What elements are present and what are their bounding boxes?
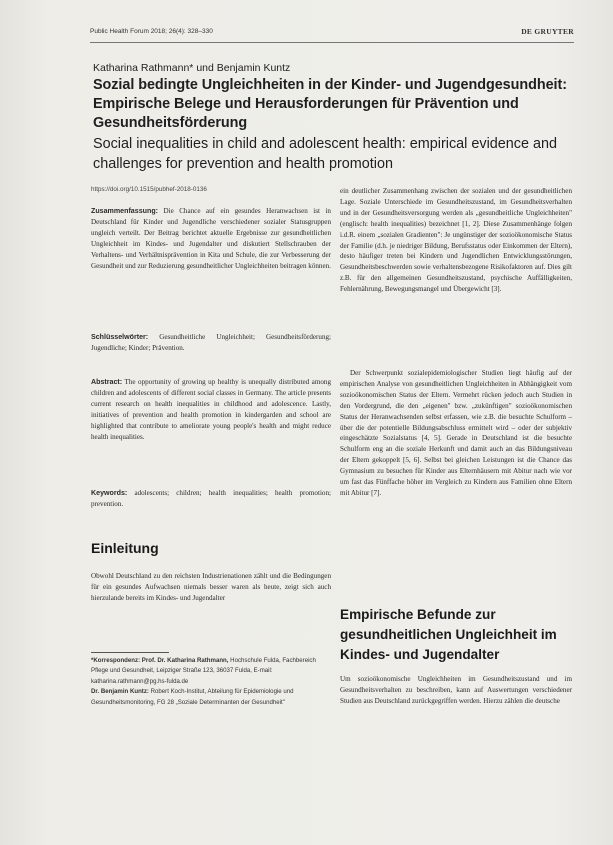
keywords-label: Keywords:: [91, 489, 128, 497]
footnote-rule: [91, 652, 169, 653]
section-heading-empirische-befunde: Empirische Befunde zur gesundheitlichen Ungleichheit im Kindes- und Jugendalter: [340, 607, 557, 662]
zusammenfassung-label: Zusammenfassung:: [91, 207, 159, 215]
second-author-label: Dr. Benjamin Kuntz:: [91, 688, 149, 696]
zusammenfassung-text: Die Chance auf ein gesundes Heranwachsen ist in Deutschland für Kinder und Jugendliche verschiedener sozialer Statusgruppen ungleich verteilt. Der Beitrag berichtet aktuelle Ergebnisse zur gesundheitlichen Ungleichheit im Kindes- und Jugendalter und diskutiert Stellschrauben der Verhaltens- und Verhältnisprävention in Kita und Schule, die zur Verbesserung der Gesundheit und zur Reduzierung gesundheitlicher Ungleichheiten beitragen können.: [91, 207, 331, 270]
doi-link[interactable]: https://doi.org/10.1515/pubhef-2018-0136: [91, 186, 207, 193]
authors: Katharina Rathmann* und Benjamin Kuntz: [93, 62, 291, 74]
publisher-name: DE GRUYTER: [521, 27, 574, 36]
zusammenfassung-block: [91, 206, 331, 271]
schluesselwoerter-label: Schlüsselwörter:: [91, 333, 149, 341]
corresponding-author-text: Hochschule Fulda, Fachbereich Pflege und Gesundheit, Leipziger Straße 123, 36037 Fulda, E-mail: katharina.rathmann@pg.hs-fulda.de: [91, 657, 316, 685]
body-paragraph-2: Der Schwerpunkt sozialepidemiologischer Studien liegt häufig auf der empirischen Analyse von gesundheitlichen Ungleichheiten in Abhängigkeit vom sozioökonomischen Status der Eltern. Vermehrt rücken jedoch auch Studien in den Vordergrund, die den „eigenen" bzw. „zukünftigen" sozioökonomischen Status der Heranwachsenden selbst erfassen, wie z.B. die besuchte Schulform – über die der potentielle Bildungsabschluss ermittelt wird – oder der subjektiv eingeschätzte Sozialstatus [4, 5]. Gerade in Deutschland ist die besuchte Schulform eng an die soziale Herkunft und damit auch an das Bildungsniveau der Eltern gekoppelt [5, 6]. Selbst bei gleichen Leistungen ist die Chance das Gymnasium zu besuchen für Kinder aus Elternhäusern mit Abitur nach wie vor um fast das Fünffache höher im Vergleich zu Kindern aus Familien ohne Eltern mit Abitur [7].: [340, 369, 572, 497]
corresponding-author-label: *Korrespondenz: Prof. Dr. Katharina Rathmann,: [91, 657, 229, 664]
title-german: Sozial bedingte Ungleichheiten in der Kinder- und Jugendgesundheit: Empirische Belege und Herausforderungen für Prävention und Gesundheitsförderung: [93, 77, 567, 131]
abstract-block: [91, 377, 331, 442]
header-rule: [90, 42, 574, 43]
body-paragraph-1: ein deutlicher Zusammenhang zwischen der sozialen und der gesundheitlichen Lage. Soziale Unterschiede im Gesundheitszustand, im Gesundheitsverhalten und in der Gesundheitsversorgung werden als „gesundheitliche Ungleichheiten" (englisch: health inequalities) bezeichnet [1, 2]. Diese Zusammenhänge folgen i.d.R. einem „sozialen Gradienten": Je ungünstiger der sozioökonomische Status der Familie (d.h. je niedriger Bildung, Berufsstatus oder Einkommen der Eltern), desto häufiger treten bei Kindern und Jugendlichen Entwicklungsstörungen, Gesundheitsbeschwerden sowie verhaltensbezogene Risikofaktoren auf. Dies gilt z.B. für den allgemeinen Gesundheitszustand, psychische Auffälligkeiten, Fehlernährung, Bewegungsmangel und Übergewicht [3].: [340, 187, 572, 294]
body-paragraph-3: Um sozioökonomische Ungleichheiten im Gesundheitszustand und im Gesundheitsverhalten zu beschreiben, kann auf Auswertungen verschiedener Studien aus Deutschland zurückgegriffen werden. Hierzu zählen die deutsche: [340, 675, 572, 705]
abstract-text: The opportunity of growing up healthy is unequally distributed among children and adolescents of different social classes in Germany. The article presents current research on health inequalities in childhood and adolescence. Lastly, initiatives of prevention and health promotion in kindergarden and school are highlighted that contribute to ameliorate young people's health and might reduce health inequalities.: [91, 378, 331, 441]
einleitung-text: Obwohl Deutschland zu den reichsten Industrienationen zählt und die Bedingungen für ein gesundes Aufwachsen niemals besser waren als heute, zeigt sich auch hierzulande bereits im Kindes- und Jugendalter: [91, 572, 331, 602]
schluesselwoerter-block: [91, 332, 331, 354]
schluesselwoerter-text: Gesundheitliche Ungleichheit; Gesundheitsförderung; Jugendliche; Kinder; Prävention.: [91, 333, 332, 352]
keywords-block: [91, 488, 331, 510]
second-author-text: Robert Koch-Institut, Abteilung für Epidemiologie und Gesundheitsmonitoring, FG 28 „Soziale Determinanten der Gesundheit": [91, 688, 294, 706]
running-head: [90, 28, 574, 38]
footnote: [91, 656, 327, 708]
journal-citation: Public Health Forum 2018; 26(4): 328–330: [90, 28, 213, 35]
section-heading-einleitung: Einleitung: [91, 540, 159, 556]
title-english: Social inequalities in child and adolescent health: empirical evidence and challenges for prevention and health promotion: [93, 136, 557, 172]
keywords-text: adolescents; children; health inequalities; health promotion; prevention.: [91, 489, 331, 508]
abstract-label: Abstract:: [91, 378, 123, 386]
